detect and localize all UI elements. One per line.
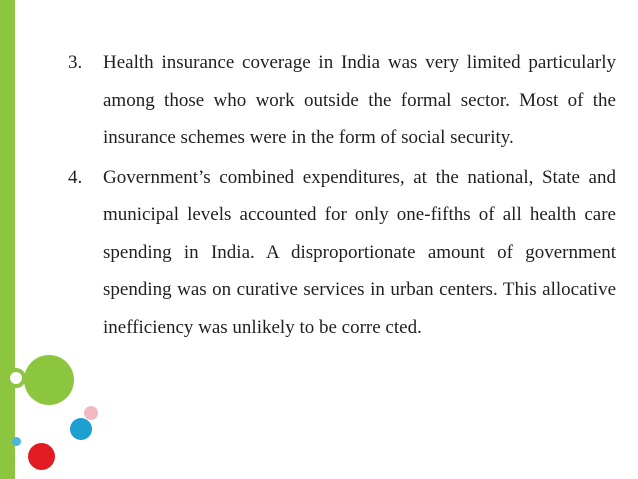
decor-small-blue-circle [12,437,21,446]
list-item-text: Government’s combined expenditures, at the national, State and municipal levels accounted for only one-fifths of all health care spending in India. A disproportionate amount of government spending was on curative services in urban centers. This allocative inefficiency was unlikely to be corre cted. [103,166,616,338]
decor-red-circle [28,443,55,470]
list-item-4 [68,159,616,347]
slide-content [68,44,616,348]
list-item-text: Health insurance coverage in India was very limited particularly among those who work outside the formal sector. Most of the insurance schemes were in the form of social security. [103,52,616,148]
list-item-3 [68,44,616,157]
list-item-number: 4. [68,166,83,188]
decor-large-green-circle [24,355,74,405]
decor-blue-circle [70,418,92,440]
left-accent-bar [0,0,15,479]
decor-pink-circle [84,406,98,420]
list-item-number: 3. [68,52,83,73]
decor-ring-circle [6,368,26,388]
